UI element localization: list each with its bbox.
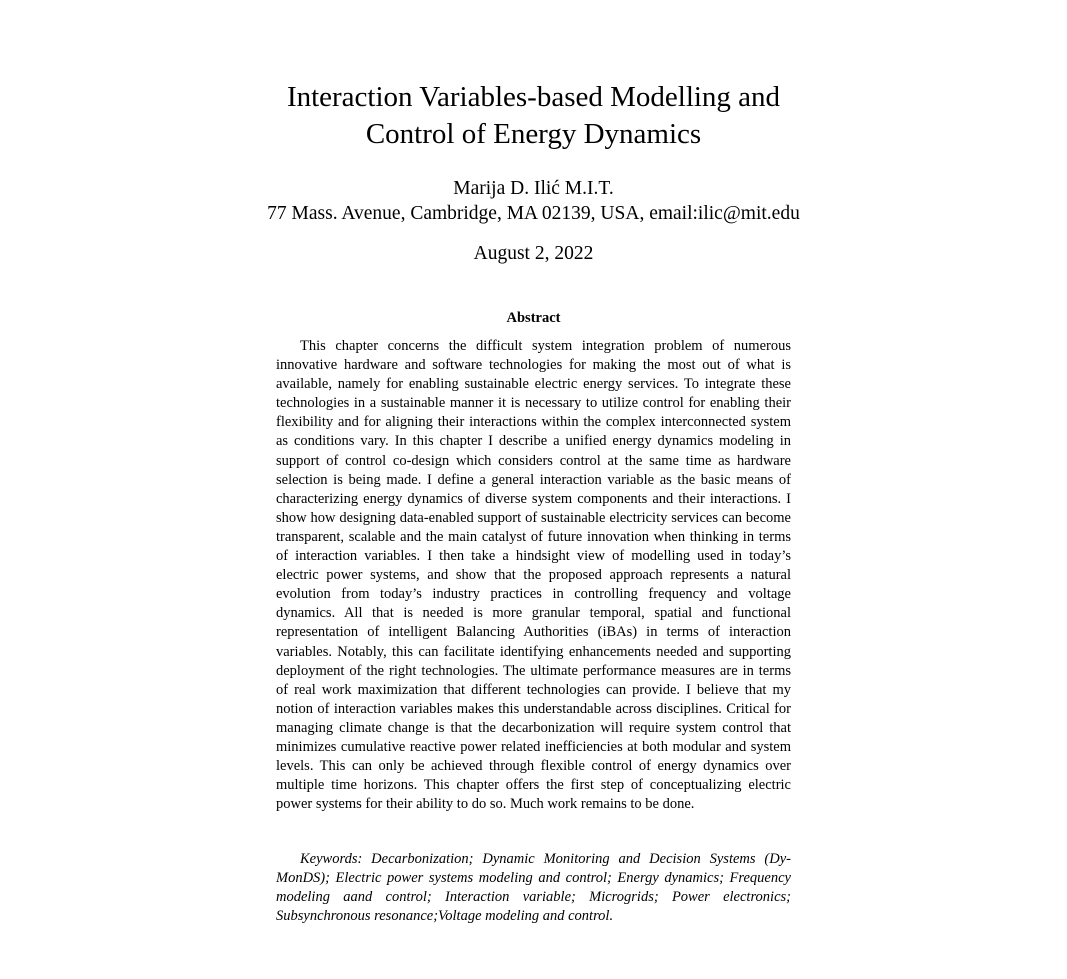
keywords-paragraph: Keywords: Decarbonization; Dynamic Monitoring and Decision Systems (DyMonDS); Electric power systems modeling and control; Energy dynamics; Frequency modeling aand control; Interaction variable; Microgrids; Power electronics; Subsynchronous resonance;Voltage modeling and control. [276, 851, 791, 925]
paper-title [0, 79, 1067, 153]
paper-title-line-1: Interaction Variables-based Modelling and [286, 81, 781, 113]
paper-date: August 2, 2022 [473, 243, 594, 264]
author-block [0, 176, 1067, 226]
abstract-body: This chapter concerns the difficult system integration problem of numerous innovative hardware and software technologies for making the most out of what is available, namely for enabling sustainable electric energy services. To integrate these technologies in a sustainable manner it is necessary to utilize control for enabling their flexibility and for aligning their interactions within the complex interconnected system as conditions vary. In this chapter I describe a unified energy dynamics modeling in support of control co-design which considers control at the same time as hardware selection is being made. I define a general interaction variable as the basic means of characterizing energy dynamics of diverse system components and their interactions. I show how designing data-enabled support of sustainable electricity services can become transparent, scalable and the main catalyst of future innovation when thinking in terms of interaction variables. I then take a hindsight view of modelling used in today’s electric power systems, and show that the proposed approach represents a natural evolution from today’s industry practices in controlling frequency and voltage dynamics. All that is needed is more granular temporal, spatial and functional representation of intelligent Balancing Authorities (iBAs) in terms of interaction variables. Notably, this can facilitate identifying enhancements needed and supporting deployment of the right technologies. The ultimate performance measures are in terms of real work maximization that different technologies can provide. I believe that my notion of interaction variables makes this understandable across disciplines. Critical for managing climate change is that the decarbonization will require system control that minimizes cumulative reactive power related inefficiencies at both modular and system levels. This can only be achieved through flexible control of energy dynamics over multiple time horizons. This chapter offers the first step of conceptualizing electric power systems for their ability to do so. Much work remains to be done. [276, 338, 791, 813]
author-address: 77 Mass. Avenue, Cambridge, MA 02139, USA, email:ilic@mit.edu [267, 203, 800, 224]
paper-title-line-2: Control of Energy Dynamics [365, 118, 702, 150]
author-name: Marija D. Ilić M.I.T. [453, 178, 614, 199]
abstract-heading: Abstract [506, 310, 561, 326]
